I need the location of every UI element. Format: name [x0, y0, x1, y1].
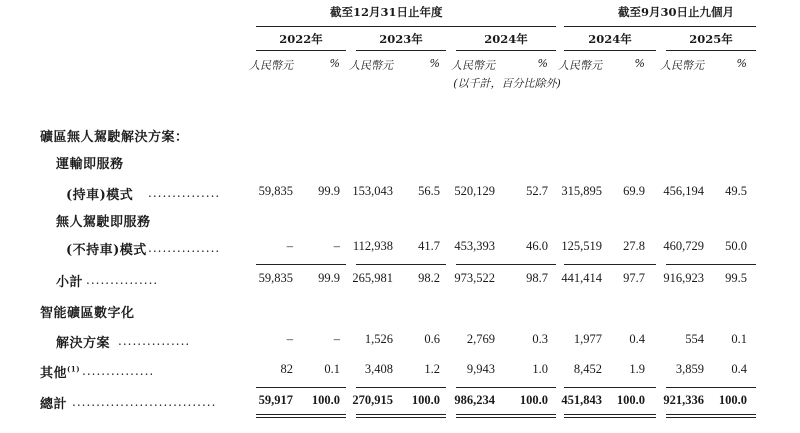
dot-leader: ...............	[86, 273, 159, 287]
unit-pct: %	[736, 57, 747, 70]
percent-cell: 100.0	[616, 393, 645, 407]
row-label-subtotal: 小計	[56, 275, 84, 290]
total-rule-top	[356, 387, 446, 388]
dot-leader: ...............	[118, 334, 191, 348]
total-rule-top	[256, 387, 346, 388]
amount-cell: –	[286, 332, 293, 346]
amount-cell: 453,393	[454, 239, 495, 253]
percent-cell: 50.0	[725, 239, 747, 253]
others-text: 其他	[40, 366, 68, 381]
unit-pct: %	[329, 57, 340, 70]
amount-cell: 9,943	[466, 362, 495, 376]
amount-cell: 59,835	[258, 184, 293, 198]
percent-cell: 27.8	[623, 239, 645, 253]
year-underline	[666, 50, 756, 51]
year-underline	[256, 50, 346, 51]
subtotal-rule	[356, 264, 446, 265]
year-header-2023: 2023年	[379, 32, 423, 46]
year-header-2024-9m: 2024年	[588, 32, 632, 46]
amount-cell: 59,917	[258, 393, 293, 407]
unit-amount: 人民幣元	[349, 59, 393, 72]
dot-leader: ...............	[148, 241, 221, 255]
nine-month-group-header: 截至9月30日止九個月	[618, 5, 735, 19]
unit-amount: 人民幣元	[558, 59, 602, 72]
unit-pct: %	[537, 57, 548, 70]
amount-cell: 460,729	[663, 239, 704, 253]
percent-cell: 100.0	[519, 393, 548, 407]
percent-cell: 99.5	[725, 271, 747, 285]
percent-cell: 56.5	[418, 184, 440, 198]
percent-cell: 100.0	[718, 393, 747, 407]
percent-cell: –	[333, 239, 340, 253]
percent-cell: 100.0	[311, 393, 340, 407]
section-smart-mining: 智能礦區數字化	[40, 306, 135, 321]
percent-cell: 97.7	[623, 271, 645, 285]
total-rule-double-2	[666, 417, 756, 418]
amount-cell: 916,923	[663, 271, 704, 285]
subtotal-rule	[256, 264, 346, 265]
total-rule-double-1	[356, 414, 446, 415]
amount-cell: 2,769	[466, 332, 495, 346]
amount-cell: 59,835	[258, 271, 293, 285]
subtotal-rule	[456, 264, 556, 265]
total-rule-double-2	[564, 417, 656, 418]
total-rule-top	[564, 387, 656, 388]
percent-cell: 52.7	[526, 184, 548, 198]
amount-cell: 921,336	[663, 393, 704, 407]
subtotal-rule	[666, 264, 756, 265]
amount-cell: 112,938	[352, 239, 393, 253]
amount-cell: 153,043	[352, 184, 393, 198]
percent-cell: 99.9	[318, 271, 340, 285]
percent-cell: 1.0	[532, 362, 548, 376]
percent-cell: 0.4	[629, 332, 645, 346]
unit-note: (以千計，百分比除外)	[453, 77, 561, 90]
percent-cell: 49.5	[725, 184, 747, 198]
percent-cell: 0.6	[424, 332, 440, 346]
row-label-smart-mining: 解決方案	[56, 336, 111, 351]
row-label-total: 總計	[40, 397, 68, 412]
unit-amount: 人民幣元	[451, 59, 495, 72]
percent-cell: 98.2	[418, 271, 440, 285]
total-rule-double-1	[564, 414, 656, 415]
total-rule-double-2	[456, 417, 556, 418]
amount-cell: 986,234	[454, 393, 495, 407]
dot-leader: ..............................	[72, 395, 217, 409]
subtotal-rule	[564, 264, 656, 265]
unit-pct: %	[429, 57, 440, 70]
row-label-aaas-line1: 無人駕駛即服務	[56, 215, 151, 230]
total-rule-double-2	[356, 417, 446, 418]
amount-cell: 82	[280, 362, 293, 376]
total-rule-double-1	[256, 414, 346, 415]
amount-cell: 315,895	[561, 184, 602, 198]
total-rule-double-2	[256, 417, 346, 418]
percent-cell: 99.9	[318, 184, 340, 198]
row-label-others	[40, 362, 80, 381]
amount-cell: 270,915	[352, 393, 393, 407]
amount-cell: 451,843	[561, 393, 602, 407]
year-underline	[564, 50, 656, 51]
unit-amount: 人民幣元	[249, 59, 293, 72]
amount-cell: 1,526	[364, 332, 393, 346]
group-underline-9m	[564, 26, 756, 27]
percent-cell: 46.0	[526, 239, 548, 253]
amount-cell: 973,522	[454, 271, 495, 285]
total-rule-double-1	[456, 414, 556, 415]
amount-cell: –	[286, 239, 293, 253]
section-mining-autonomous: 礦區無人駕駛解決方案：	[40, 130, 189, 145]
percent-cell: 0.1	[731, 332, 747, 346]
amount-cell: 520,129	[454, 184, 495, 198]
percent-cell: 0.4	[731, 362, 747, 376]
year-header-2025-9m: 2025年	[689, 32, 733, 46]
percent-cell: 0.3	[532, 332, 548, 346]
amount-cell: 3,408	[364, 362, 393, 376]
percent-cell: 0.1	[324, 362, 340, 376]
amount-cell: 441,414	[561, 271, 602, 285]
total-rule-top	[456, 387, 556, 388]
year-header-2022: 2022年	[279, 32, 323, 46]
amount-cell: 456,194	[663, 184, 704, 198]
dot-leader: ...............	[148, 186, 221, 200]
year-underline	[456, 50, 556, 51]
amount-cell: 3,859	[675, 362, 704, 376]
year-underline	[356, 50, 446, 51]
total-rule-double-1	[666, 414, 756, 415]
amount-cell: 1,977	[573, 332, 602, 346]
percent-cell: 1.9	[629, 362, 645, 376]
amount-cell: 8,452	[573, 362, 602, 376]
percent-cell: 69.9	[623, 184, 645, 198]
group-underline-fy	[256, 26, 556, 27]
unit-amount: 人民幣元	[660, 59, 704, 72]
row-label-taas: (持車)模式	[66, 188, 134, 203]
unit-pct: %	[634, 57, 645, 70]
amount-cell: 265,981	[352, 271, 393, 285]
amount-cell: 554	[685, 332, 704, 346]
year-header-2024: 2024年	[484, 32, 528, 46]
percent-cell: 1.2	[424, 362, 440, 376]
total-rule-top	[666, 387, 756, 388]
percent-cell: –	[333, 332, 340, 346]
dot-leader: ...............	[82, 364, 155, 378]
percent-cell: 98.7	[526, 271, 548, 285]
percent-cell: 100.0	[411, 393, 440, 407]
footnote-marker: (1)	[67, 364, 81, 374]
fiscal-year-group-header: 截至12月31日止年度	[330, 5, 443, 19]
row-label-taas-line1: 運輸即服務	[56, 157, 124, 172]
row-label-aaas: (不持車)模式	[66, 243, 147, 258]
amount-cell: 125,519	[561, 239, 602, 253]
percent-cell: 41.7	[418, 239, 440, 253]
